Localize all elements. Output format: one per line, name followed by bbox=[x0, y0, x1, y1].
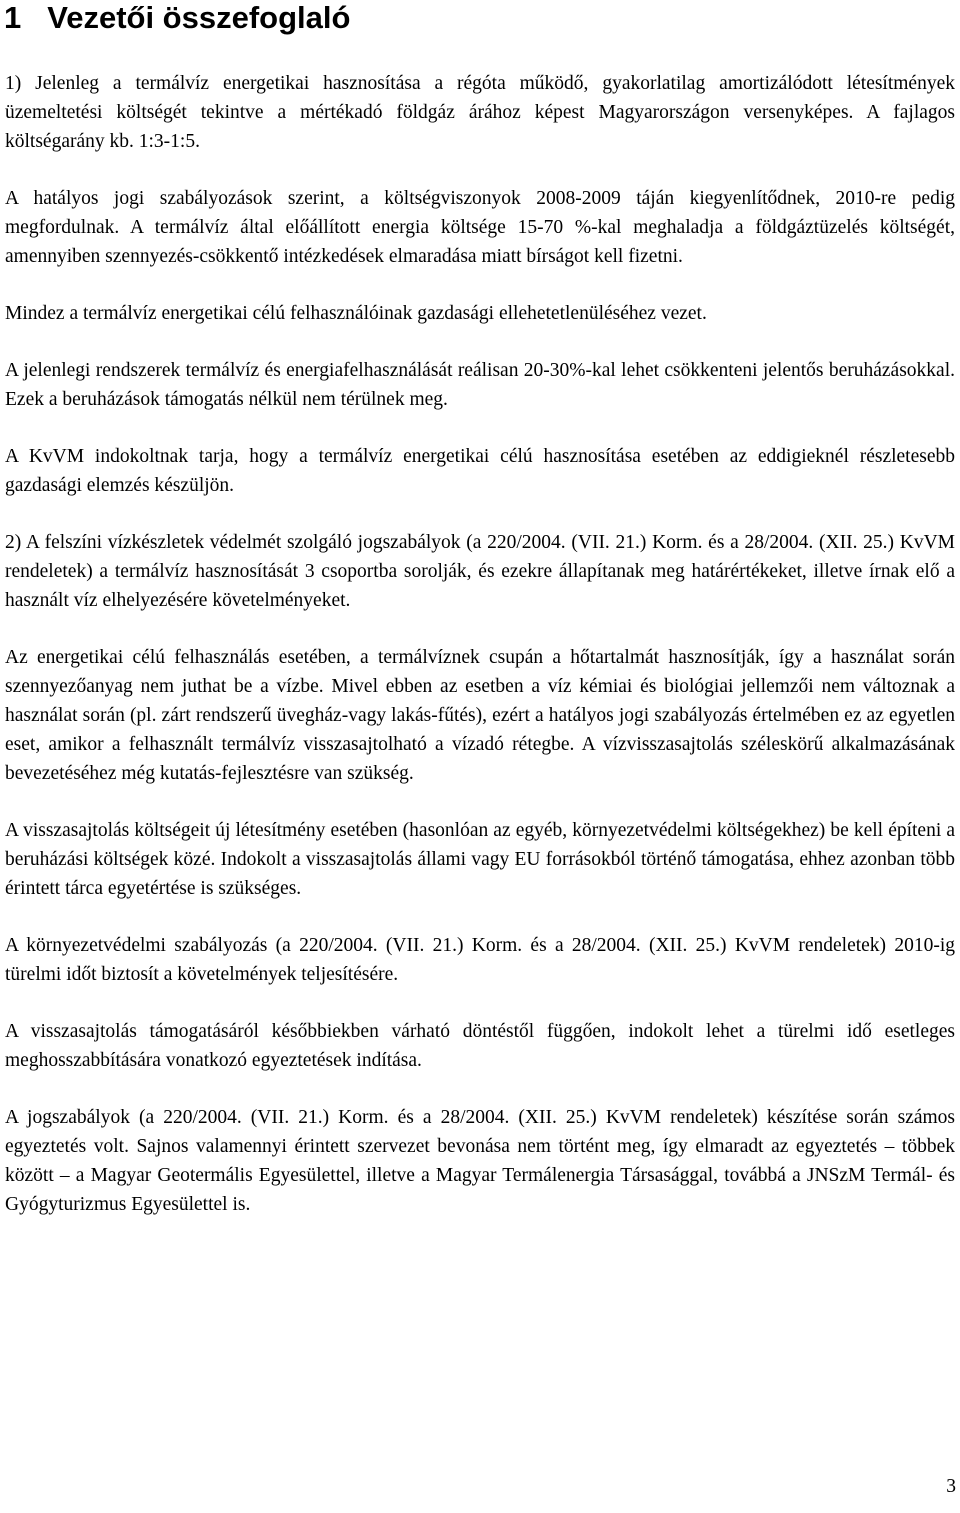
section-heading bbox=[4, 0, 350, 36]
paragraph-cost-reversal: A hatályos jogi szabályozások szerint, a költségviszonyok 2008-2009 táján kiegyenlítődnek, 2010-re pedig megfordulnak. A termálvíz által előállított energia költsége 15-70 %-kal meghaladja a földgáztüzelés költségét, amennyiben szennyezés-csökkentő intézkedések elmaradása miatt bírságot kell fizetni. bbox=[5, 188, 955, 267]
paragraph-kvvm-analysis: A KvVM indokoltnak tarja, hogy a termálvíz energetikai célú hasznosítása esetében az eddigieknél részletesebb gazdasági elemzés készüljön. bbox=[5, 446, 955, 496]
paragraph-economic-impossibility: Mindez a termálvíz energetikai célú felhasználóinak gazdasági ellehetetlenüléséhez vezet. bbox=[5, 303, 707, 324]
document-body bbox=[5, 69, 955, 1247]
paragraph-consultation: A jogszabályok (a 220/2004. (VII. 21.) Korm. és a 28/2004. (XII. 25.) KvVM rendeletek) készítése során számos egyeztetés volt. Sajnos valamennyi érintett szervezet bevonása nem történt meg, így elmaradt az egyeztetés – többek között – a Magyar Geotermális Egyesülettel, illetve a Magyar Termálenergia Társasággal, továbbá a JNSzM Termál- és Gyógyturizmus Egyesülettel is. bbox=[5, 1107, 955, 1215]
paragraph-grace-extension: A visszasajtolás támogatásáról későbbiekben várható döntéstől függően, indokolt lehet a türelmi idő esetleges meghosszabbítására vonatkozó egyeztetések indítása. bbox=[5, 1021, 955, 1071]
paragraph-current-competitiveness: 1) Jelenleg a termálvíz energetikai hasznosítása a régóta működő, gyakorlatilag amortizálódott létesítmények üzemeltetési költségét tekintve a mértékadó földgáz árához képest Magyarországon versenyképes. A fajlagos költségarány kb. 1:3-1:5. bbox=[5, 73, 955, 152]
paragraph-grace-period: A környezetvédelmi szabályozás (a 220/2004. (VII. 21.) Korm. és a 28/2004. (XII. 25.) KvVM rendeletek) 2010-ig türelmi időt biztosít a követelmények teljesítésére. bbox=[5, 935, 955, 985]
section-number: 1 bbox=[4, 0, 22, 35]
paragraph-reinjection-costs: A visszasajtolás költségeit új létesítmény esetében (hasonlóan az egyéb, környezetvédelmi költségekhez) be kell építeni a beruházási költségek közé. Indokolt a visszasajtolás állami vagy EU forrásokból történő támogatása, ehhez azonban több érintett tárca egyetértése is szükséges. bbox=[5, 820, 955, 899]
paragraph-energy-use-reinjection: Az energetikai célú felhasználás esetében, a termálvíznek csupán a hőtartalmát hasznosítják, így a használat során szennyezőanyag nem juthat be a vízbe. Mivel ebben az esetben a víz kémiai és biológiai jellemzői nem változnak a használat során (pl. zárt rendszerű üvegház-vagy lakás-fűtés), ezért a hatályos jogi szabályozás értelmében ez az egyetlen eset, amikor a felhasznált termálvíz visszasajtolható a vízadó rétegbe. A vízvisszasajtolás széleskörű alkalmazásának bevezetéséhez még kutatás-fejlesztésre van szükség. bbox=[5, 647, 955, 784]
paragraph-legislation-groups: 2) A felszíni vízkészletek védelmét szolgáló jogszabályok (a 220/2004. (VII. 21.) Korm. és a 28/2004. (XII. 25.) KvVM rendeletek) a termálvíz hasznosítását 3 csoportba sorolják, és ezekre állapítanak meg határértékeket, illetve írnak elő a használt víz elhelyezésére követelményeket. bbox=[5, 532, 955, 611]
section-title: Vezetői összefoglaló bbox=[47, 0, 351, 35]
paragraph-savings-potential: A jelenlegi rendszerek termálvíz és energiafelhasználását reálisan 20-30%-kal lehet csökkenteni jelentős beruházásokkal. Ezek a beruházások támogatás nélkül nem térülnek meg. bbox=[5, 360, 955, 410]
page-number: 3 bbox=[946, 1476, 956, 1497]
